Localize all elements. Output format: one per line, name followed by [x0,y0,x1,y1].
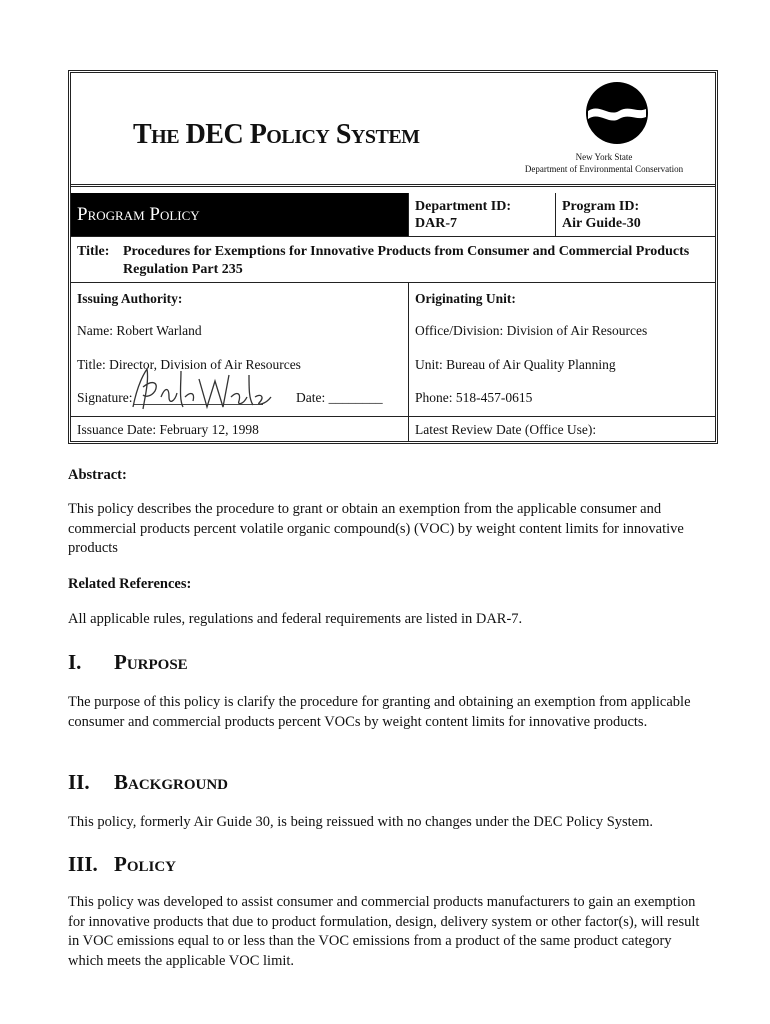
program-id-cell: Program ID: Air Guide-30 [555,193,715,236]
abstract-text: This policy describes the procedure to grant or obtain an exemption from the applicable consumer and commercial products percent volatile organic compound(s) (VOC) by weight content limits for innovative products [68,501,684,556]
section-text-policy: This policy was developed to assist consumer and commercial products manufacturers to gain an exemption for innovative products that due to product formulation, design, delivery system or other factor(s), will result in VOC emissions equal to or less than the VOC emissions from a product of the same product category which meets the applicable VOC limit. [68,894,700,969]
originating-unit [408,283,716,416]
dec-header [71,73,715,187]
authority-title: Title: Director, Division of Air Resources [77,357,301,372]
section-text-purpose: The purpose of this policy is clarify the procedure for granting and obtaining an exemption from applicable consumer and commercial products percent VOCs by weight content limits for innovative products. [68,694,691,730]
references-heading: Related References: [68,576,192,592]
section-heading-background: II. Background [68,770,229,794]
latest-review-date: Latest Review Date (Office Use): [408,417,715,441]
section-text-background: This policy, formerly Air Guide 30, is being reissued with no changes under the DEC Policy System. [68,814,654,830]
department-id-cell: Department ID: DAR-7 [408,193,555,236]
date-line: Date: ________ [296,390,383,405]
office-division: Office/Division: Division of Air Resources [415,323,648,338]
originating-unit-label: Originating Unit: [415,291,516,306]
section-heading-policy: III. Policy [68,852,177,876]
issuing-authority-label: Issuing Authority: [77,291,183,306]
policy-title-row [71,237,715,283]
phone-number: Phone: 518-457-0615 [415,390,533,405]
issuing-authority [71,283,408,416]
handwritten-signature [125,357,275,417]
section-heading-purpose: I. Purpose [68,650,188,674]
references-text: All applicable rules, regulations and federal requirements are listed in DAR-7. [68,611,523,627]
policy-title: Procedures for Exemptions for Innovative Products from Consumer and Commercial Products Regulation Part 235 [123,244,690,277]
title-label: Title: [77,244,110,259]
unit-name: Unit: Bureau of Air Quality Planning [415,357,616,372]
signature-label: Signature: [77,390,133,405]
dates-row [71,417,715,441]
authority-info [71,283,715,417]
page-title: The DEC Policy System [133,119,420,150]
policy-header-frame [68,70,718,444]
issuance-date: Issuance Date: February 12, 1998 [77,422,259,437]
nys-dec-logo-icon [585,81,649,145]
abstract-heading: Abstract: [68,467,127,483]
policy-id-row [71,193,715,237]
authority-name: Name: Robert Warland [77,323,202,338]
policy-type-label: Program Policy [71,193,408,236]
agency-name: New York State Department of Environmental Conservation [524,152,684,174]
